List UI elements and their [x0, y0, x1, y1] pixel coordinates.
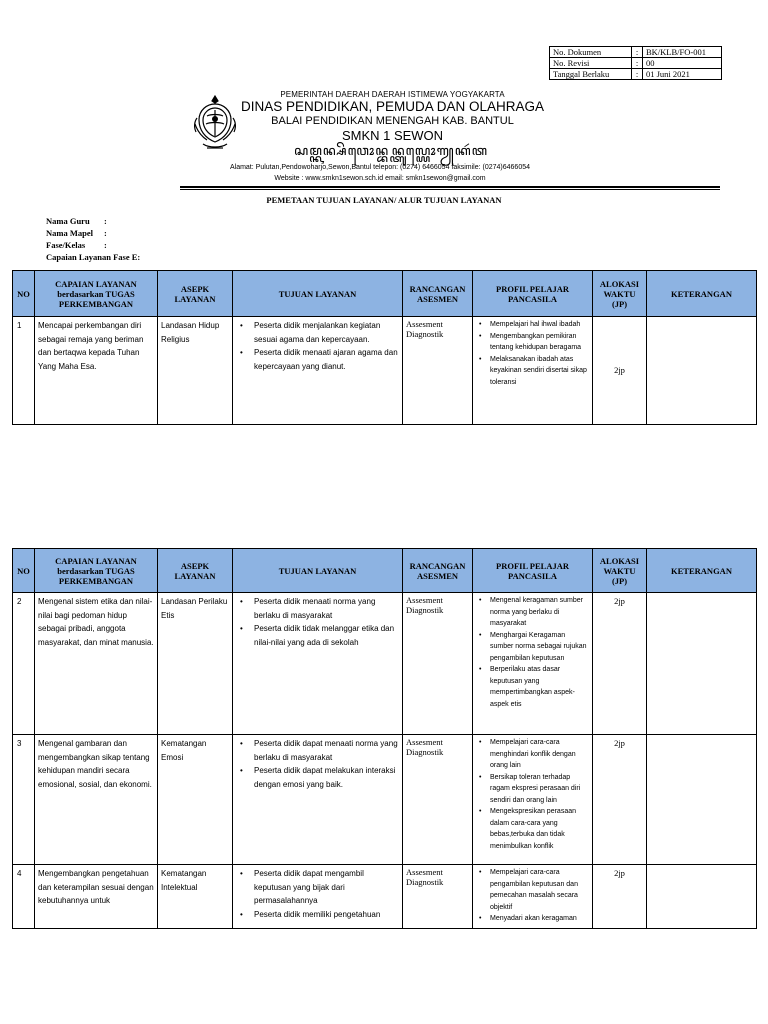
document-control-table: [549, 46, 722, 80]
letterhead-javanese-script: ꦱꦩ꧀ꦏꦤ꧀ꦱꦼꦮꦺꦴꦤ꧀ꦧꦤ꧀ꦠꦸꦭ꧀ꦪꦺꦴꦒꦾꦏꦂꦠ: [294, 144, 488, 159]
tujuan-item: • Peserta didik menjalankan kegiatan sesuai agama dan kepercayaan.: [236, 319, 399, 346]
header-rancangan: RANCANGAN ASESMEN: [403, 549, 473, 593]
doc-control-key: Tanggal Berlaku: [550, 69, 632, 80]
cell-alokasi: 2jp: [593, 317, 647, 425]
cell-keterangan: [647, 317, 757, 425]
cell-profil: [473, 735, 593, 865]
cell-no: 2: [13, 593, 35, 735]
field-label: Fase/Kelas: [46, 240, 86, 250]
letterhead-divider-thin: [180, 189, 720, 190]
letterhead-website: Website : www.smkn1sewon.sch.id email: smkn1sewon@gmail.com: [274, 175, 486, 182]
table-row: [13, 865, 757, 929]
profil-item: • Mempelajari hal ihwal ibadah: [476, 319, 589, 331]
cell-capaian: Mengenal gambaran dan mengembangkan sikap tentang kehidupan mandiri secara emosional, sosial, dan ekonomi.: [35, 735, 158, 865]
table-row: [13, 735, 757, 865]
cell-alokasi: 2jp: [593, 865, 647, 929]
header-aspek: ASEPK LAYANAN: [158, 549, 233, 593]
profil-item: • Berperilaku atas dasar keputusan yang mempertimbangkan aspek-aspek etis: [476, 664, 589, 710]
identity-field: [46, 239, 140, 251]
identity-fields: [46, 215, 140, 263]
cell-no: 1: [13, 317, 35, 425]
identity-field: [46, 215, 140, 227]
doc-control-sep: :: [632, 47, 643, 58]
doc-control-value: 00: [643, 58, 722, 69]
letterhead-address: Alamat: Pulutan,Pendowoharjo,Sewon,Bantul telepon: (0274) 6466054 faksimile: (0274)6466054: [229, 164, 531, 171]
cell-tujuan: [233, 593, 403, 735]
cell-keterangan: [647, 865, 757, 929]
profil-item: • Menghargai Keragaman sumber norma sebagai rujukan pengambilan keputusan: [476, 630, 589, 665]
doc-control-row: [550, 47, 722, 58]
profil-item: • Bersikap toleran terhadap ragam ekspresi perasaan diri sendiri dan orang lain: [476, 772, 589, 807]
doc-control-value: 01 Juni 2021: [643, 69, 722, 80]
tujuan-item: • Peserta didik tidak melanggar etika dan nilai-nilai yang ada di sekolah: [236, 622, 399, 649]
tujuan-item: • Peserta didik dapat melakukan interaksi dengan emosi yang baik.: [236, 764, 399, 791]
header-capaian: CAPAIAN LAYANAN berdasarkan TUGAS PERKEMBANGAN: [35, 549, 158, 593]
tujuan-item: • Peserta didik menaati ajaran agama dan kepercayaan yang dianut.: [236, 346, 399, 373]
table-header-row: [13, 271, 757, 317]
header-capaian: CAPAIAN LAYANAN berdasarkan TUGAS PERKEMBANGAN: [35, 271, 158, 317]
table-header-row: [13, 549, 757, 593]
cell-keterangan: [647, 593, 757, 735]
header-alokasi: ALOKASI WAKTU (JP): [593, 549, 647, 593]
header-keterangan: KETERANGAN: [647, 549, 757, 593]
profil-item: • Mengekspresikan perasaan dalam cara-cara yang bebas,terbuka dan tidak menimbulkan konflik: [476, 806, 589, 852]
tujuan-item: • Peserta didik dapat mengambil keputusan yang bijak dari permasalahannya: [236, 867, 399, 908]
doc-control-sep: :: [632, 69, 643, 80]
profil-item: • Menyadari akan keragaman: [476, 913, 589, 925]
field-label: Nama Guru: [46, 216, 90, 226]
letterhead-contact: [180, 162, 580, 184]
service-mapping-table-2: [12, 548, 757, 929]
cell-alokasi: 2jp: [593, 735, 647, 865]
profil-item: • Mengembangkan pemikiran tentang kehidupan beragama: [476, 331, 589, 354]
header-alokasi: ALOKASI WAKTU (JP): [593, 271, 647, 317]
profil-item: • Mempelajari cara-cara menghindari konflik dengan orang lain: [476, 737, 589, 772]
letterhead-division: BALAI PENDIDIKAN MENENGAH KAB. BANTUL: [271, 115, 514, 127]
letterhead-agency: DINAS PENDIDIKAN, PEMUDA DAN OLAHRAGA: [240, 99, 545, 114]
header-profil: PROFIL PELAJAR PANCASILA: [473, 271, 593, 317]
cell-capaian: Mencapai perkembangan diri sebagai remaja yang beriman dan bertaqwa kepada Tuhan Yang Maha Esa.: [35, 317, 158, 425]
profil-item: • Mempelajari cara-cara pengambilan keputusan dan pemecahan masalah secara objektif: [476, 867, 589, 913]
cell-keterangan: [647, 735, 757, 865]
header-tujuan: TUJUAN LAYANAN: [233, 549, 403, 593]
letterhead: [240, 90, 545, 143]
profil-item: • Mengenal keragaman sumber norma yang berlaku di masyarakat: [476, 595, 589, 630]
cell-aspek: Landasan Hidup Religius: [158, 317, 233, 425]
field-sep: :: [104, 228, 107, 238]
field-sep: :: [104, 216, 107, 226]
cell-aspek: Kematangan Emosi: [158, 735, 233, 865]
service-mapping-table-1: [12, 270, 757, 425]
cell-profil: [473, 593, 593, 735]
cell-aspek: Landasan Perilaku Etis: [158, 593, 233, 735]
cell-no: 3: [13, 735, 35, 865]
doc-control-row: [550, 69, 722, 80]
identity-field: [46, 251, 140, 263]
letterhead-divider: [180, 186, 720, 188]
field-sep: :: [104, 240, 107, 250]
cell-profil: [473, 865, 593, 929]
letterhead-school: SMKN 1 SEWON: [341, 128, 444, 143]
identity-field: [46, 227, 140, 239]
field-label: Capaian Layanan Fase E: [46, 252, 138, 262]
header-tujuan: TUJUAN LAYANAN: [233, 271, 403, 317]
cell-alokasi: 2jp: [593, 593, 647, 735]
header-aspek: ASEPK LAYANAN: [158, 271, 233, 317]
cell-rancangan: Assesment Diagnostik: [403, 317, 473, 425]
tujuan-item: • Peserta didik dapat menaati norma yang berlaku di masyarakat: [236, 737, 399, 764]
cell-aspek: Kematangan Intelektual: [158, 865, 233, 929]
table-row: [13, 593, 757, 735]
header-profil: PROFIL PELAJAR PANCASILA: [473, 549, 593, 593]
doc-control-key: No. Revisi: [550, 58, 632, 69]
doc-control-key: No. Dokumen: [550, 47, 632, 58]
cell-capaian: Mengembangkan pengetahuan dan keterampilan sesuai dengan kebutuhannya untuk: [35, 865, 158, 929]
cell-tujuan: [233, 735, 403, 865]
cell-profil: [473, 317, 593, 425]
profil-item: • Melaksanakan ibadah atas keyakinan sendiri disertai sikap toleransi: [476, 354, 589, 389]
doc-control-sep: :: [632, 58, 643, 69]
header-keterangan: KETERANGAN: [647, 271, 757, 317]
cell-rancangan: Assesment Diagnostik: [403, 735, 473, 865]
government-crest-logo: [193, 94, 237, 152]
document-title: PEMETAAN TUJUAN LAYANAN/ ALUR TUJUAN LAYANAN: [266, 195, 502, 205]
header-rancangan: RANCANGAN ASESMEN: [403, 271, 473, 317]
table-row: [13, 317, 757, 425]
field-label: Nama Mapel: [46, 228, 93, 238]
tujuan-item: • Peserta didik menaati norma yang berlaku di masyarakat: [236, 595, 399, 622]
doc-control-value: BK/KLB/FO-001: [643, 47, 722, 58]
cell-rancangan: Assesment Diagnostik: [403, 865, 473, 929]
cell-tujuan: [233, 865, 403, 929]
cell-rancangan: Assesment Diagnostik: [403, 593, 473, 735]
field-sep: :: [137, 252, 141, 262]
header-no: NO: [13, 271, 35, 317]
letterhead-government: PEMERINTAH DAERAH DAERAH ISTIMEWA YOGYAKARTA: [280, 90, 505, 99]
cell-tujuan: [233, 317, 403, 425]
header-no: NO: [13, 549, 35, 593]
doc-control-row: [550, 58, 722, 69]
cell-capaian: Mengenal sistem etika dan nilai-nilai bagi pedoman hidup sebagai pribadi, anggota masyarakat, dan minat manusia.: [35, 593, 158, 735]
cell-no: 4: [13, 865, 35, 929]
tujuan-item: • Peserta didik memiliki pengetahuan: [236, 908, 399, 922]
